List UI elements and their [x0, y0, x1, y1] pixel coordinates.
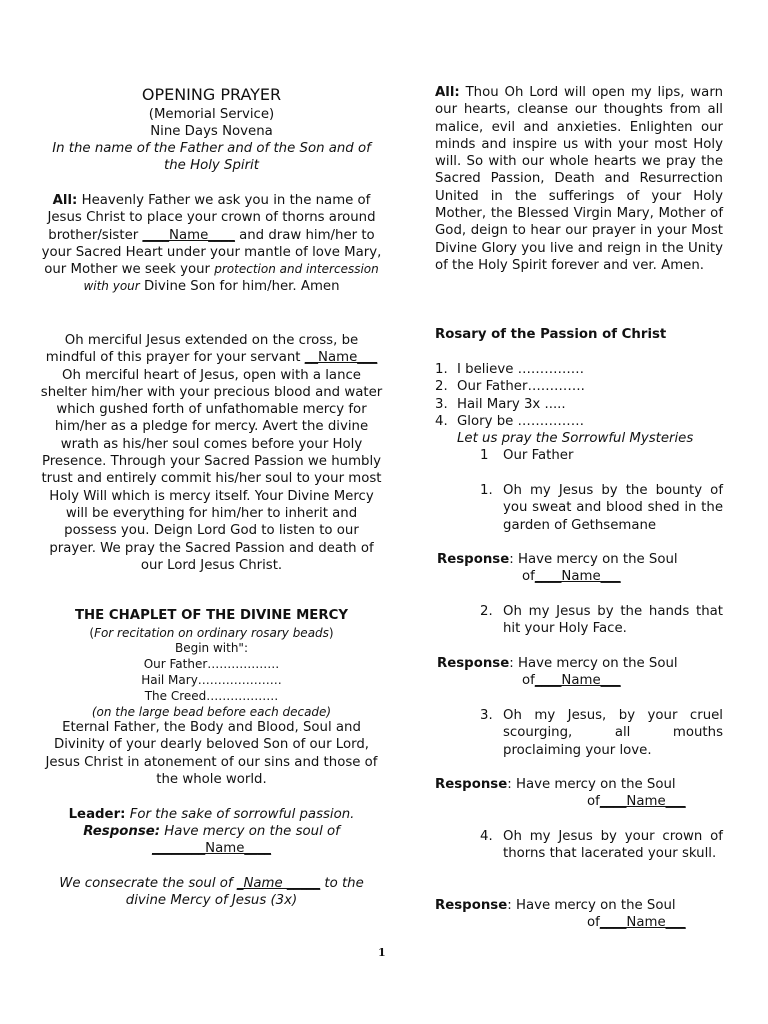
name-blank: ____Name___ [534, 569, 621, 584]
subtitle-novena: Nine Days Novena [150, 124, 273, 139]
list-item: 3. Hail Mary 3x ..... [435, 396, 566, 412]
name-blank: ____Name___ [534, 673, 621, 688]
name-blank: _Name _____ [236, 876, 321, 891]
name-blank: ________Name____ [151, 841, 271, 856]
large-bead-note: (on the large bead before each decade) [91, 705, 332, 719]
opening-all-paragraph: All: Heavenly Father we ask you in the name of Jesus Christ to place your crown of thorns around brother/sister ____Name____ and draw him/her to your Sacred Heart under your mantle of love Mary, our Mother we seek your protection and intercession with your Divine Son for him/her. Amen [41, 193, 382, 295]
response-line: Response: Have mercy on the soul of [83, 824, 340, 839]
consecrate-line: We consecrate the soul of _Name _____ to the divine Mercy of Jesus (3x) [59, 876, 364, 909]
response-of-line: of____Name___ [522, 673, 621, 688]
our-father-line: Our Father……………… [143, 657, 280, 671]
eternal-father-paragraph: Eternal Father, the Body and Blood, Soul and Divinity of your dearly beloved Son of our Lord, Jesus Christ in atonement of our sins and those of the whole world. [45, 720, 378, 787]
creed-line: The Creed……………… [144, 689, 279, 703]
name-blank: ____Name___ [599, 915, 686, 930]
all-label: All: [52, 193, 78, 208]
name-blank: ____Name___ [599, 794, 686, 809]
subtitle-memorial: (Memorial Service) [148, 107, 275, 122]
chaplet-title: THE CHAPLET OF THE DIVINE MERCY [74, 608, 349, 623]
response-label: Response: [83, 824, 161, 839]
all-label: All: [435, 85, 460, 100]
list-item: 4. Glory be …………… [435, 413, 585, 429]
name-blank: __Name___ [304, 350, 378, 366]
response-of-line: of____Name___ [522, 569, 621, 584]
leader-label: Leader: [68, 807, 126, 822]
rosary-list [435, 361, 723, 430]
mystery-item: 3. Oh my Jesus, by your cruel scourging, all mouths proclaiming your love. [480, 708, 723, 758]
mystery-item: 2. Oh my Jesus by the hands that hit your Holy Face. [480, 604, 723, 637]
list-item: 2. Our Father…………. [435, 379, 585, 395]
page-number: 1 [378, 946, 386, 959]
response-line: Response: Have mercy on the Soul [437, 552, 678, 567]
response-of-line: of____Name___ [587, 915, 686, 930]
invocation: In the name of the Father and of the Son and of the Holy Spirit [52, 141, 371, 174]
begin-with: Begin with": [174, 641, 248, 655]
merciful-jesus-paragraph: Oh merciful Jesus extended on the cross, be mindful of this prayer for your servant __Name___ Oh merciful heart of Jesus, open with a lance shelter him/her with your precious blood and water which gushed forth of unfathomable mercy for him/her as a pledge for mercy. Avert the divine wrath as his/her soul comes before your Holy Presence. Through your Sacred Passion we humbly trust and entirely commit his/her soul to your most Holy Will which is mercy itself. Your Divine Mercy will be everything for him/her to inherit and possess you. Deign Lord God to listen to our prayer. We pray the Sacred Passion and death of our Lord Jesus Christ. [40, 333, 383, 573]
hail-mary-line: Hail Mary………………… [141, 673, 282, 687]
right-all-paragraph: All: Thou Oh Lord will open my lips, warn our hearts, cleanse our thoughts from all malice, evil and anxieties. Enlighten our minds and inspire us with your most Holy will. So with our whole hearts we pray the Sacred Passion, Death and Resurrection United in the sufferings of your Holy Mother, the Blessed Virgin Mary, Mother of God, deign to hear our prayer in your Most Divine Glory you live and reign in the Unity of the Holy Spirit forever and ver. Amen. [435, 85, 723, 273]
list-item: 1. I believe …………… [435, 362, 585, 377]
chaplet-note: (For recitation on ordinary rosary beads) [89, 626, 334, 640]
mystery-item: 1. Oh my Jesus by the bounty of you sweat and blood shed in the garden of Gethsemane [480, 483, 723, 533]
mystery-item: 4. Oh my Jesus by your crown of thorns that lacerated your skull. [480, 829, 723, 862]
response-of-line: of____Name___ [587, 794, 686, 809]
our-father-item: 1 Our Father [480, 448, 574, 463]
response-line: Response: Have mercy on the Soul [437, 656, 678, 671]
rosary-title: Rosary of the Passion of Christ [435, 327, 667, 342]
response-line: Response: Have mercy on the Soul [435, 777, 676, 792]
leader-line: Leader: For the sake of sorrowful passion. [68, 807, 355, 822]
sorrowful-mysteries-line: Let us pray the Sorrowful Mysteries [457, 431, 694, 446]
name-blank: ____Name____ [142, 227, 235, 243]
response-line: Response: Have mercy on the Soul [435, 898, 676, 913]
page-title: OPENING PRAYER [141, 85, 282, 104]
